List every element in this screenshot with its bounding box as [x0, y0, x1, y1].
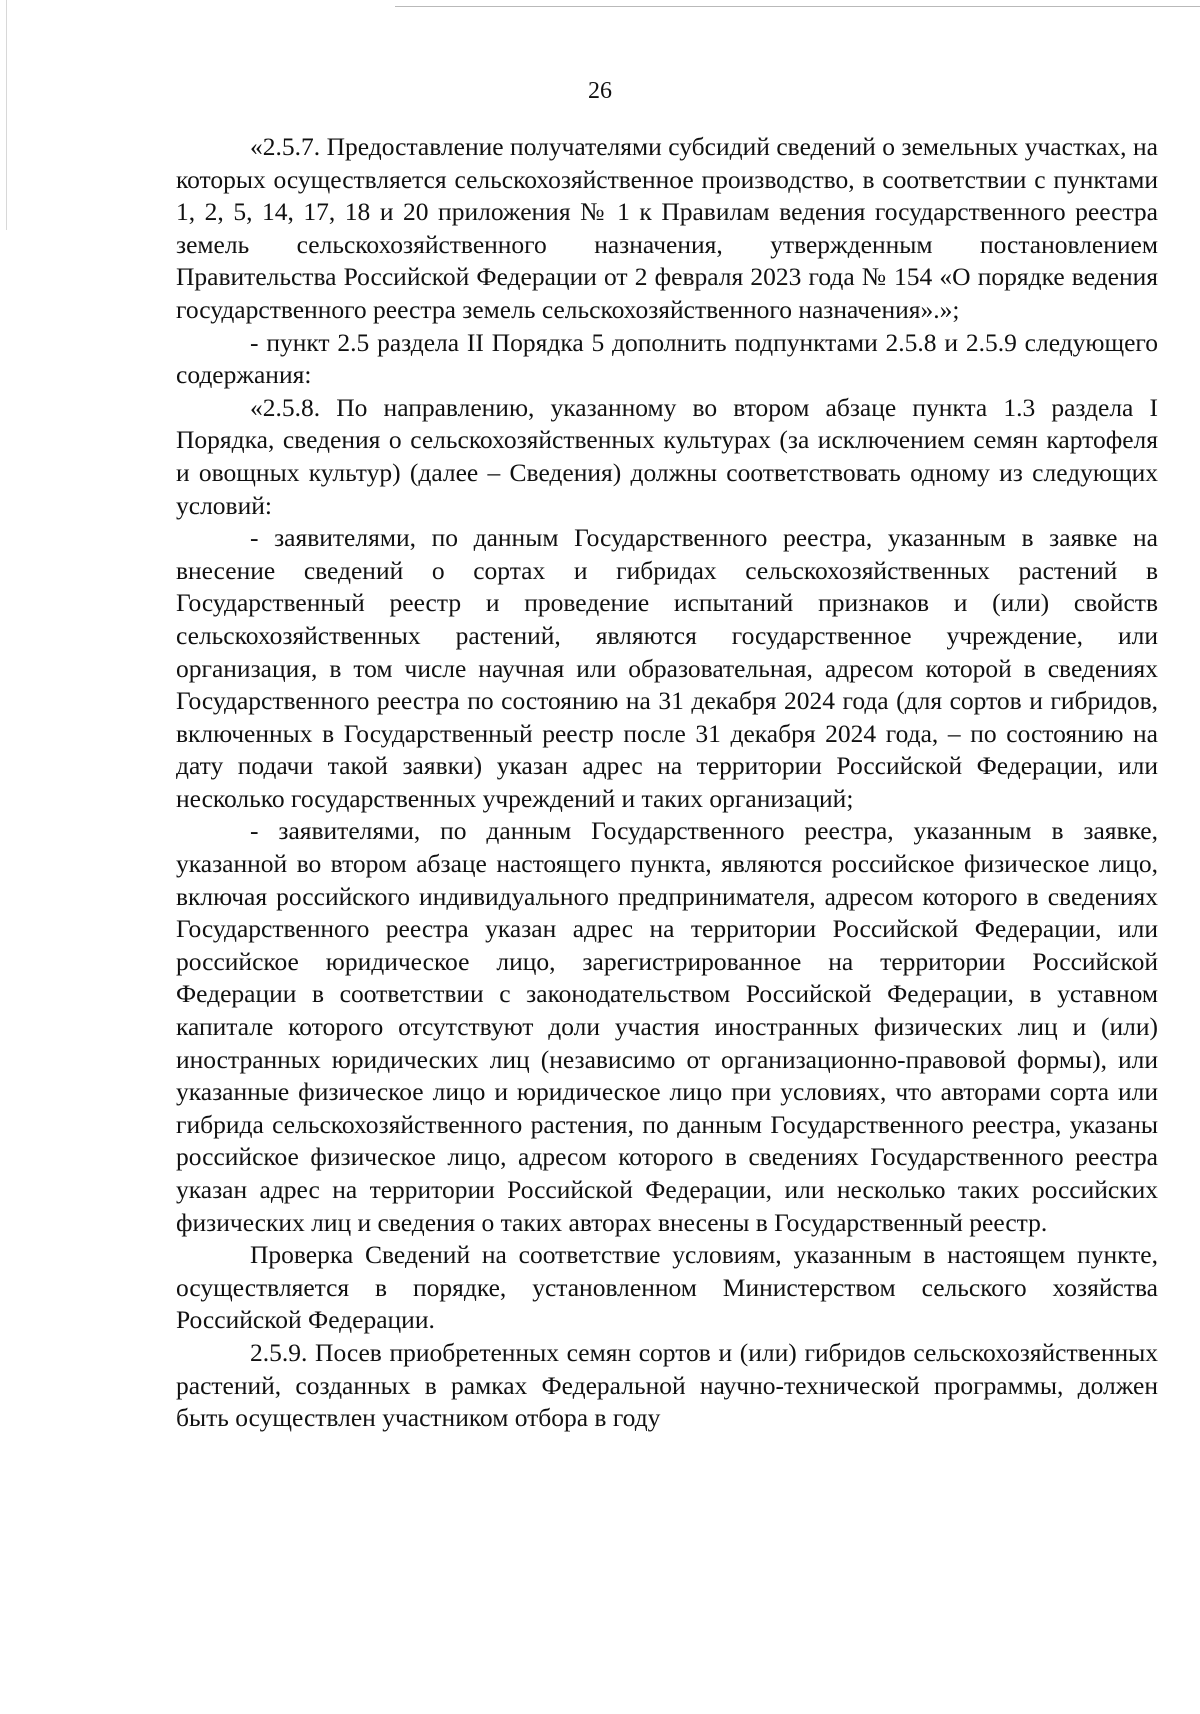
- paragraph-condition-1: - заявителями, по данным Государственного реестра, указанным в заявке на внесение сведений о сортах и гибридах сельскохозяйственных растений в Государственный реестр и проведение испытаний признаков и (или) свойств сельскохозяйственных растений, являются государственное учреждение, или организация, в том числе научная или образовательная, адресом которой в сведениях Государственного реестра по состоянию на 31 декабря 2024 года (для сортов и гибридов, включенных в Государственный реестр после 31 декабря 2024 года, – по состоянию на дату подачи такой заявки) указан адрес на территории Российской Федерации, или несколько государственных учреждений и таких организаций;: [176, 523, 1158, 813]
- paragraph-amendment-intro: - пункт 2.5 раздела II Порядка 5 дополнить подпунктами 2.5.8 и 2.5.9 следующего содержания:: [176, 327, 1158, 390]
- paragraph-verification: Проверка Сведений на соответствие условиям, указанным в настоящем пункте, осуществляется в порядке, установленном Министерством сельского хозяйства Российской Федерации.: [176, 1240, 1158, 1335]
- paragraph-condition-2: - заявителями, по данным Государственного реестра, указанным в заявке, указанной во втором абзаце настоящего пункта, являются российское физическое лицо, включая российского индивидуального предпринимателя, адресом которого в сведениях Государственного реестра указан адрес на территории Российской Федерации, или российское юридическое лицо, зарегистрированное на территории Российской Федерации в соответствии с законодательством Российской Федерации, в уставном капитале которого отсутствуют доли участия иностранных физических лиц и (или) иностранных юридических лиц (независимо от организационно-правовой формы), или указанные физическое лицо и юридическое лицо при условиях, что авторами сорта или гибрида сельскохозяйственного растения, по данным Государственного реестра, указаны российское физическое лицо, адресом которого в сведениях Государственного реестра указан адрес на территории Российской Федерации, или несколько таких российских физических лиц и сведения о таких авторах внесены в Государственный реестр.: [176, 816, 1158, 1237]
- paragraph-2-5-8: «2.5.8. По направлению, указанному во втором абзаце пункта 1.3 раздела I Порядка, сведения о сельскохозяйственных культурах (за исключением семян картофеля и овощных культур) (далее – Сведения) должны соответствовать одному из следующих условий:: [176, 392, 1158, 520]
- scan-left-edge: [6, 0, 7, 230]
- paragraph-2-5-7: «2.5.7. Предоставление получателями субсидий сведений о земельных участках, на которых осуществляется сельскохозяйственное производство, в соответствии с пунктами 1, 2, 5, 14, 17, 18 и 20 приложения № 1 к Правилам ведения государственного реестра земель сельскохозяйственного назначения, утвержденным постановлением Правительства Российской Федерации от 2 февраля 2023 года № 154 «О порядке ведения государственного реестра земель сельскохозяйственного назначения».»;: [176, 132, 1158, 324]
- document-body: [176, 131, 1158, 1435]
- page-number: 26: [588, 78, 612, 104]
- scan-edge-line: [395, 6, 1200, 7]
- paragraph-2-5-9: 2.5.9. Посев приобретенных семян сортов и (или) гибридов сельскохозяйственных растений, созданных в рамках Федеральной научно-технической программы, должен быть осуществлен участником отбора в году: [176, 1337, 1158, 1433]
